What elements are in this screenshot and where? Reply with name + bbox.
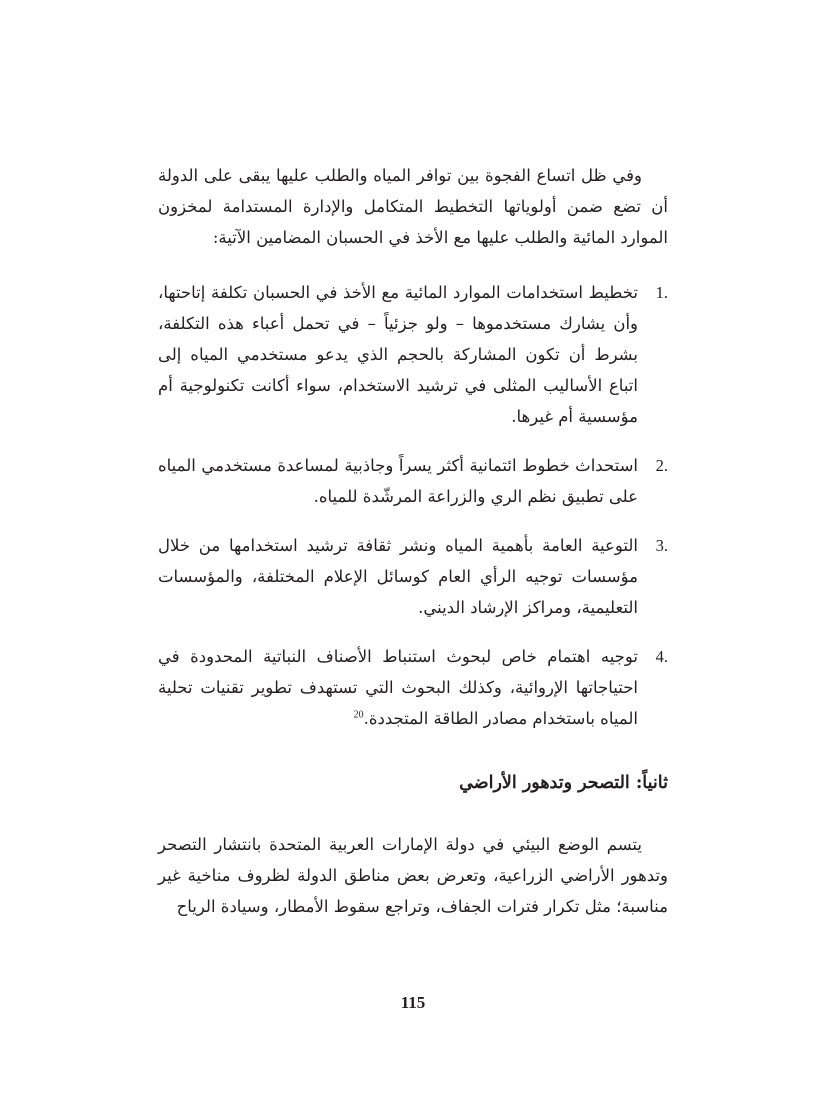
list-item xyxy=(158,530,668,623)
page-body xyxy=(158,160,668,922)
list-item-number: 3. xyxy=(655,536,668,555)
intro-paragraph: وفي ظل اتساع الفجوة بين توافر المياه والطلب عليها يبقى على الدولة أن تضع ضمن أولوياتها التخطيط المتكامل والإدارة المستدامة لمخزون الموارد المائية والطلب عليها مع الأخذ في الحسبان المضامين الآتية: xyxy=(158,166,668,247)
list-item xyxy=(158,641,668,734)
list-item-text: تخطيط استخدامات الموارد المائية مع الأخذ في الحسبان تكلفة إتاحتها، وأن يشارك مستخدموها – ولو جزئياً – في تحمل أعباء هذه التكلفة، بشرط أن تكون المشاركة بالحجم الذي يدعو مستخدمي المياه إلى اتباع الأساليب المثلى في ترشيد الاستخدام، سواء أكانت تكنولوجية أم مؤسسية أم غيرها. xyxy=(158,283,638,426)
list-item-number: 4. xyxy=(655,647,668,666)
section-heading: ثانياً: التصحر وتدهور الأراضي xyxy=(459,773,668,793)
list-item-number: 1. xyxy=(655,283,668,302)
footnote-reference[interactable]: 20 xyxy=(353,709,364,721)
page-number: 115 xyxy=(400,993,426,1012)
list-item-text: استحداث خطوط ائتمانية أكثر يسراً وجاذبية لمساعدة مستخدمي المياه على تطبيق نظم الري والزراعة المرشّدة للمياه. xyxy=(158,456,638,506)
list-item xyxy=(158,277,668,432)
list-item-text: التوعية العامة بأهمية المياه ونشر ثقافة ترشيد استخدامها من خلال مؤسسات توجيه الرأي العام كوسائل الإعلام المختلفة، والمؤسسات التعليمية، ومراكز الإرشاد الديني. xyxy=(158,536,638,617)
list-item-text: توجيه اهتمام خاص لبحوث استنباط الأصناف النباتية المحدودة في احتياجاتها الإروائية، وكذلك البحوث التي تستهدف تطوير تقنيات تحلية المياه باستخدام مصادر الطاقة المتجددة. xyxy=(158,647,638,728)
list-item-number: 2. xyxy=(655,456,668,475)
recommendations-list xyxy=(158,277,668,734)
list-item xyxy=(158,450,668,512)
section-paragraph: يتسم الوضع البيئي في دولة الإمارات العربية المتحدة بانتشار التصحر وتدهور الأراضي الزراعية، وتعرض بعض مناطق الدولة لظروف مناخية غير مناسبة؛ مثل تكرار فترات الجفاف، وتراجع سقوط الأمطار، وسيادة الرياح xyxy=(158,835,668,916)
